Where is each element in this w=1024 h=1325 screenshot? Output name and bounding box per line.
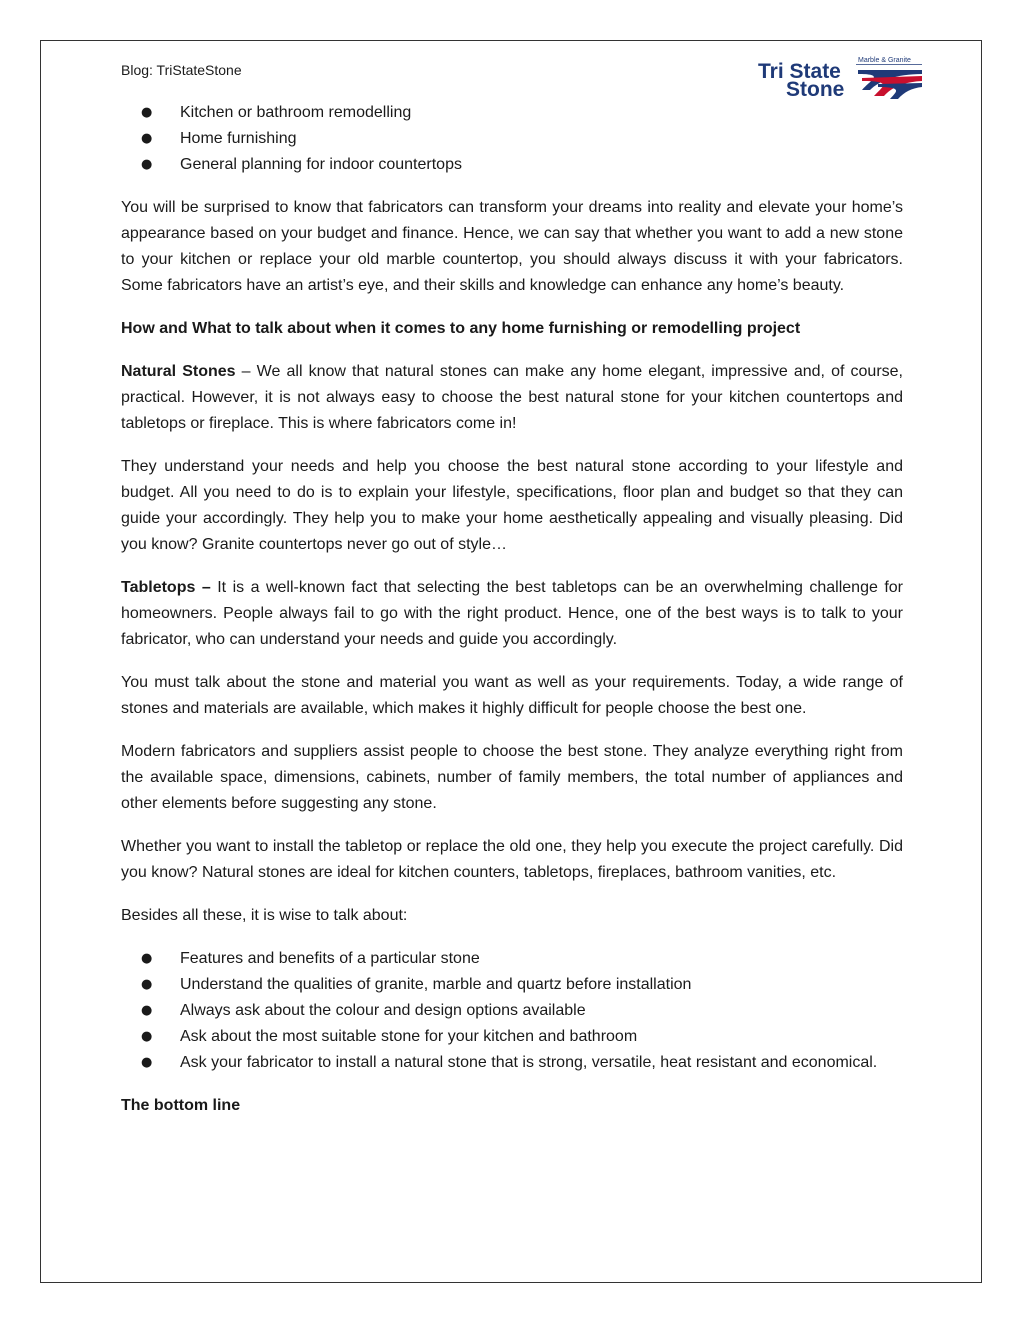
paragraph-understand-needs: They understand your needs and help you choose the best natural stone according to your lifestyle and budget. All you need to do is to explain your lifestyle, specifications, floor plan and budget so that they can guide your accordingly. They help you to make your home aesthetically appealing and visually pleasing. Did you know? Granite countertops never go out of style…	[121, 458, 903, 553]
logo-line1: Tri State	[758, 60, 841, 83]
paragraph-fabricators-transform: You will be surprised to know that fabricators can transform your dreams into reality and elevate your home’s appearance based on your budget and finance. Hence, we can say that whether you want to add a new stone to your kitchen or replace your old marble countertop, you should always discuss it with your fabricators. Some fabricators have an artist’s eye, and their skills and knowledge can enhance any home’s beauty.	[121, 199, 903, 294]
logo-line2: Stone	[786, 78, 845, 101]
section-heading-bottom-line: The bottom line	[121, 1097, 241, 1114]
list-item: ● Ask your fabricator to install a natural stone that is strong, versatile, heat resistant and economical.	[121, 1050, 903, 1076]
tabletops-text: It is a well-known fact that selecting the best tabletops can be an overwhelming challenge for homeowners. People always fail to go with the right product. Hence, one of the best ways is to talk to your fabricator, who can understand your needs and guide you accordingly.	[121, 579, 904, 648]
blog-content	[121, 100, 903, 1136]
list-item: ● Kitchen or bathroom remodelling	[121, 100, 903, 126]
list-item: ● Ask about the most suitable stone for your kitchen and bathroom	[121, 1024, 903, 1050]
list-item: ● General planning for indoor countertops	[121, 152, 903, 178]
logo-tagline: Marble & Granite	[858, 57, 911, 64]
paragraph-besides-all-these: Besides all these, it is wise to talk about:	[121, 907, 408, 924]
paragraph-natural-stones	[121, 359, 903, 437]
talk-about-bullet-list	[121, 946, 903, 1076]
logo-swoosh-graphic	[858, 70, 922, 99]
section-heading-how-and-what: How and What to talk about when it comes to any home furnishing or remodelling project	[121, 320, 801, 337]
paragraph-install-tabletop: Whether you want to install the tabletop or replace the old one, they help you execute the project carefully. Did you know? Natural stones are ideal for kitchen counters, tabletops, fireplaces, bathroom vanities, etc.	[121, 838, 903, 881]
paragraph-talk-about-stone: You must talk about the stone and material you want as well as your requirements. Today, a wide range of stones and materials are available, which makes it highly difficult for people choose the best one.	[121, 674, 903, 717]
paragraph-modern-fabricators: Modern fabricators and suppliers assist people to choose the best stone. They analyze everything right from the available space, dimensions, cabinets, number of family members, the total number of appliances and other elements before suggesting any stone.	[121, 743, 903, 812]
blog-header-label: Blog: TriStateStone	[121, 62, 242, 78]
natural-stones-label: Natural Stones	[121, 363, 236, 380]
list-item: ● Home furnishing	[121, 126, 903, 152]
tabletops-label: Tabletops –	[121, 579, 211, 596]
tristate-stone-logo	[758, 54, 924, 102]
paragraph-tabletops	[121, 575, 903, 653]
list-item: ● Features and benefits of a particular stone	[121, 946, 903, 972]
natural-stones-text: – We all know that natural stones can make any home elegant, impressive and, of course, practical. However, it is not always easy to choose the best natural stone for your kitchen countertops and tabletops or fireplace. This is where fabricators come in!	[121, 363, 904, 432]
list-item: ● Understand the qualities of granite, marble and quartz before installation	[121, 972, 903, 998]
intro-bullet-list	[121, 100, 903, 178]
list-item: ● Always ask about the colour and design options available	[121, 998, 903, 1024]
